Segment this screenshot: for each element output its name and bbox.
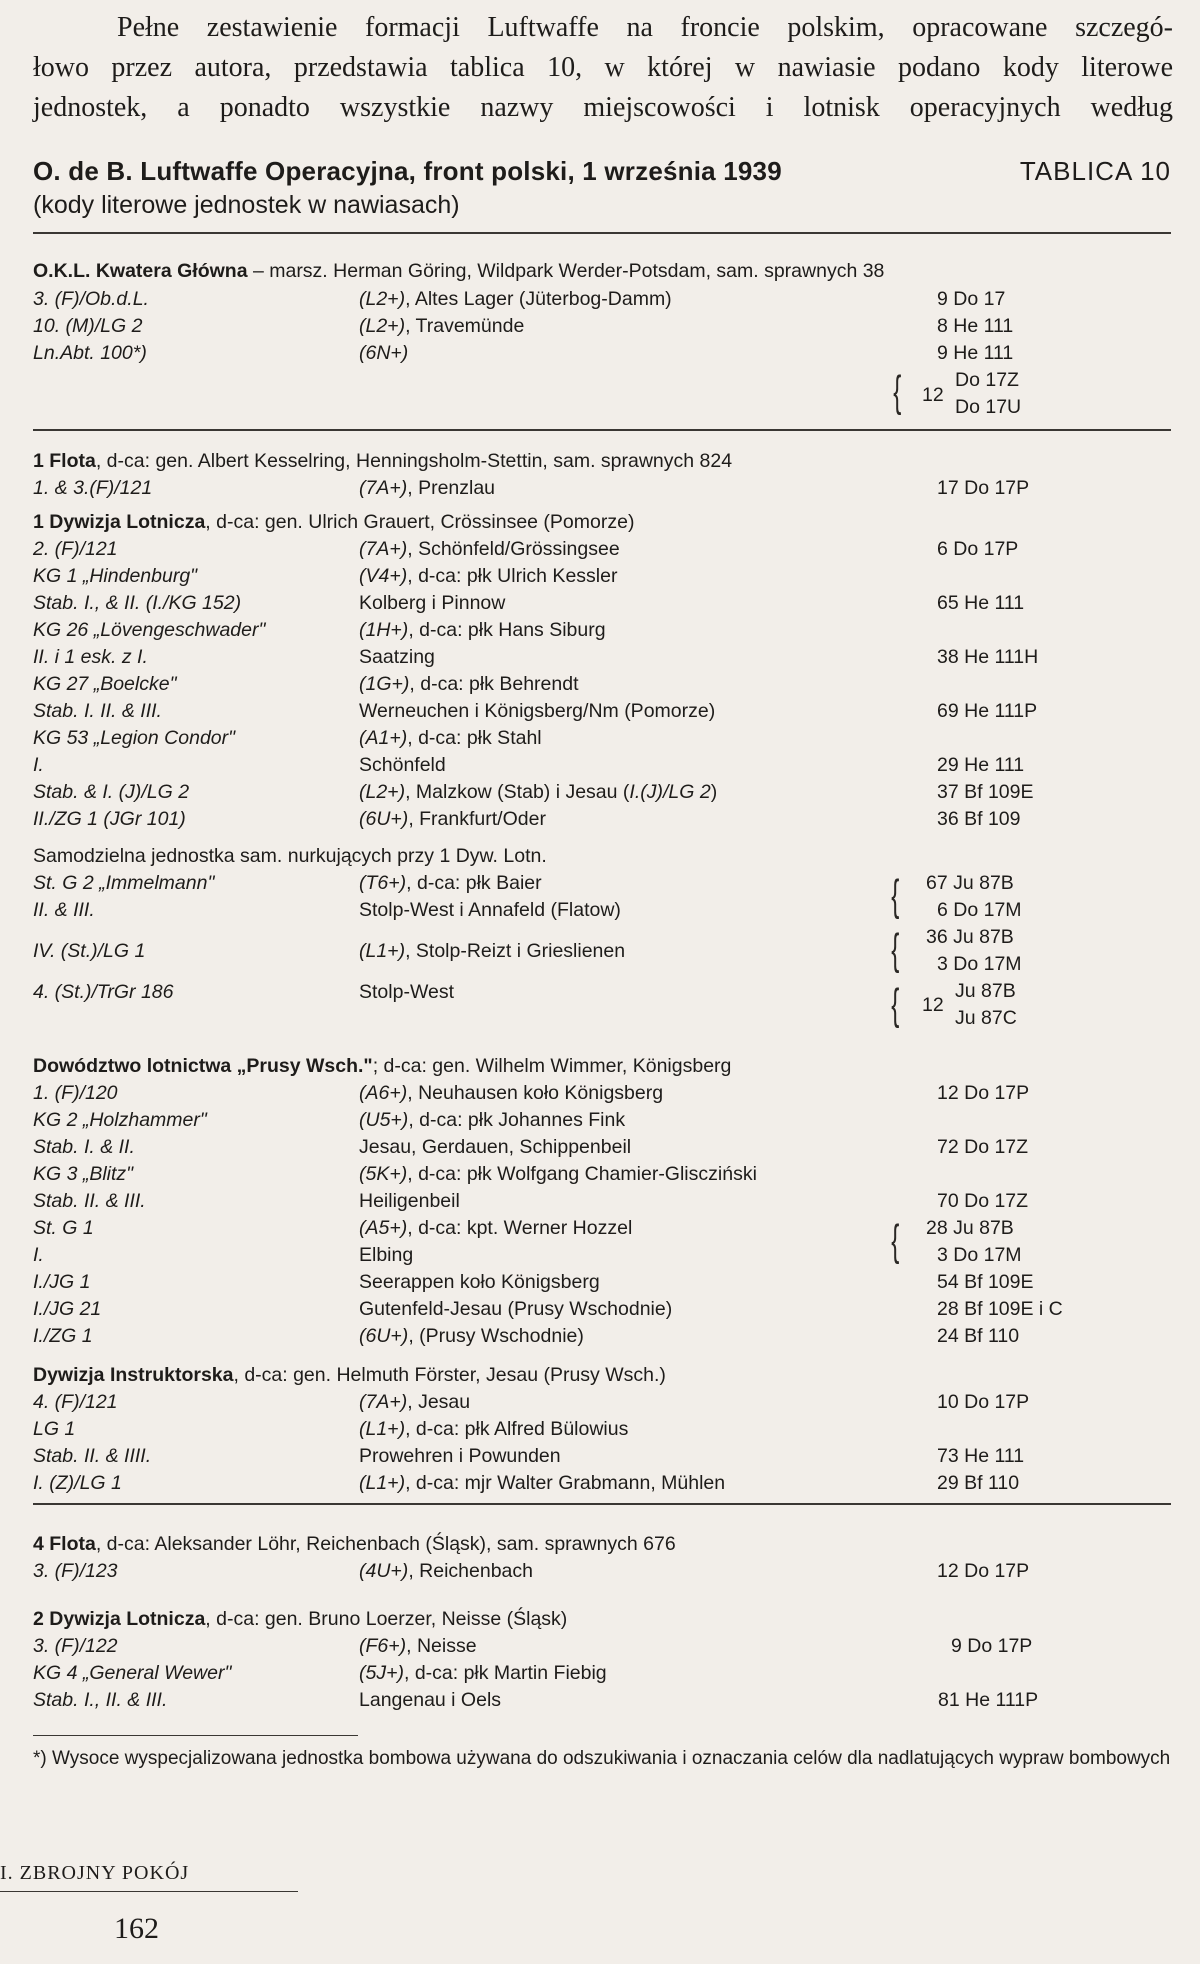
section-header-prusy: Dowództwo lotnictwa „Prusy Wsch."; d-ca: gen. Wilhelm Wimmer, Königsberg xyxy=(33,1055,732,1077)
table-row: 10. (M)/LG 2 (L2+), Travemünde 8 He 111 xyxy=(33,315,1014,337)
table-number: TABLICA 10 xyxy=(1019,156,1171,186)
table-row: KG 26 „Lövengeschwader" (1H+), d-ca: płk Hans Siburg xyxy=(33,619,606,641)
table-row: I. Elbing xyxy=(33,1244,414,1266)
section-header-dyw2: 2 Dywizja Lotnicza, d-ca: gen. Bruno Loerzer, Neisse (Śląsk) xyxy=(33,1608,568,1630)
table-row: I./JG 21 Gutenfeld-Jesau (Prusy Wschodnie) 28 Bf 109E i C xyxy=(33,1298,1063,1320)
brace-symbol: { xyxy=(891,1216,900,1265)
brace-item: 3 Do 17M xyxy=(937,1244,1022,1266)
brace-item: 28 Ju 87B xyxy=(926,1217,1014,1239)
section-header-dyw1: 1 Dywizja Lotnicza, d-ca: gen. Ulrich Grauert, Crössinsee (Pomorze) xyxy=(33,511,635,533)
section-rule xyxy=(33,1503,1171,1505)
table-row: IV. (St.)/LG 1 (L1+), Stolp-Reizt i Grieslienen xyxy=(33,940,626,962)
section-header-instr: Dywizja Instruktorska, d-ca: gen. Helmuth Förster, Jesau (Prusy Wsch.) xyxy=(33,1364,666,1386)
table-row: 3. (F)/122 (F6+), Neisse 9 Do 17P xyxy=(33,1635,1033,1657)
table-row: II./ZG 1 (JGr 101) (6U+), Frankfurt/Oder 36 Bf 109 xyxy=(33,808,1021,830)
section-header-flota4: 4 Flota, d-ca: Aleksander Löhr, Reichenbach (Śląsk), sam. sprawnych 676 xyxy=(33,1533,676,1555)
table-row: KG 2 „Holzhammer" (U5+), d-ca: płk Johannes Fink xyxy=(33,1109,626,1131)
brace-item: 67 Ju 87B xyxy=(926,872,1014,894)
brace-item: 3 Do 17M xyxy=(937,953,1022,975)
table-row: Ln.Abt. 100*) (6N+) 9 He 111 xyxy=(33,342,1014,364)
table-row: I./ZG 1 (6U+), (Prusy Wschodnie) 24 Bf 110 xyxy=(33,1325,1020,1347)
table-row: II. & III. Stolp-West i Annafeld (Flatow) xyxy=(33,899,621,921)
table-row: LG 1 (L1+), d-ca: płk Alfred Bülowius xyxy=(33,1418,629,1440)
section-header-flota1: 1 Flota, d-ca: gen. Albert Kesselring, Henningsholm-Stettin, sam. sprawnych 824 xyxy=(33,450,733,472)
footnote: *) Wysoce wyspecjalizowana jednostka bombowa używana do odszukiwania i oznaczania celów dla nadlatujących wypraw bombowych xyxy=(33,1748,1171,1769)
table-row: I./JG 1 Seerappen koło Königsberg 54 Bf 109E xyxy=(33,1271,1034,1293)
table-title: O. de B. Luftwaffe Operacyjna, front polski, 1 września 1939 xyxy=(33,156,782,186)
table-row: 1. (F)/120 (A6+), Neuhausen koło Königsberg 12 Do 17P xyxy=(33,1082,1030,1104)
brace-item: Ju 87C xyxy=(955,1007,1017,1029)
table-row: Stab. I. & II. Jesau, Gerdauen, Schippenbeil 72 Do 17Z xyxy=(33,1136,1029,1158)
section-rule xyxy=(33,429,1171,431)
table-row: Stab. I., & II. (I./KG 152) Kolberg i Pinnow 65 He 111 xyxy=(33,592,1025,614)
brace-count: 12 xyxy=(922,994,944,1016)
brace-item: 6 Do 17M xyxy=(937,899,1022,921)
section-header-okl: O.K.L. Kwatera Główna – marsz. Herman Göring, Wildpark Werder-Potsdam, sam. sprawnych 38 xyxy=(33,260,885,282)
intro-line: łowo przez autora, przedstawia tablica 10, w której w nawiasie podano kody literowe xyxy=(33,52,1173,83)
footnote-rule xyxy=(33,1735,358,1736)
brace-symbol: { xyxy=(893,367,902,416)
page-number: 162 xyxy=(114,1912,159,1945)
brace-symbol: { xyxy=(891,980,900,1029)
table-heading xyxy=(33,156,1171,220)
table-row: KG 3 „Blitz" (5K+), d-ca: płk Wolfgang Chamier-Gliscziński xyxy=(33,1163,757,1185)
table-row: I. Schönfeld 29 He 111 xyxy=(33,754,1025,776)
brace-symbol: { xyxy=(891,871,900,920)
table-row: KG 53 „Legion Condor" (A1+), d-ca: płk Stahl xyxy=(33,727,542,749)
brace-count: 12 xyxy=(922,384,944,406)
table-row: 4. (St.)/TrGr 186 Stolp-West xyxy=(33,981,455,1003)
table-row: 3. (F)/Ob.d.L. (L2+), Altes Lager (Jüterbog-Damm) 9 Do 17 xyxy=(33,288,1006,310)
brace-item: Do 17U xyxy=(955,396,1022,418)
table-row: I. (Z)/LG 1 (L1+), d-ca: mjr Walter Grabmann, Mühlen 29 Bf 110 xyxy=(33,1472,1020,1494)
brace-symbol: { xyxy=(891,925,900,974)
running-head: I. ZBROJNY POKÓJ xyxy=(0,1862,190,1884)
table-row: 4. (F)/121 (7A+), Jesau 10 Do 17P xyxy=(33,1391,1030,1413)
table-row: 2. (F)/121 (7A+), Schönfeld/Grössingsee 6 Do 17P xyxy=(33,538,1019,560)
table-row: 3. (F)/123 (4U+), Reichenbach 12 Do 17P xyxy=(33,1560,1030,1582)
table-row: 1. & 3.(F)/121 (7A+), Prenzlau 17 Do 17P xyxy=(33,477,1030,499)
table-row: Stab. I., II. & III. Langenau i Oels 81 He 111P xyxy=(33,1689,1039,1711)
brace-item: 36 Ju 87B xyxy=(926,926,1014,948)
table-row: KG 4 „General Wewer" (5J+), d-ca: płk Martin Fiebig xyxy=(33,1662,607,1684)
table-row: St. G 2 „Immelmann" (T6+), d-ca: płk Baier xyxy=(33,872,542,894)
table-row: Stab. & I. (J)/LG 2 (L2+), Malzkow (Stab) i Jesau (I.(J)/LG 2) 37 Bf 109E xyxy=(33,781,1034,803)
table-row: St. G 1 (A5+), d-ca: kpt. Werner Hozzel xyxy=(33,1217,633,1239)
section-note: Samodzielna jednostka sam. nurkujących przy 1 Dyw. Lotn. xyxy=(33,845,547,867)
table-row: II. i 1 esk. z I. Saatzing 38 He 111H xyxy=(33,646,1039,668)
table-row: Stab. II. & III. Heiligenbeil 70 Do 17Z xyxy=(33,1190,1029,1212)
brace-item: Ju 87B xyxy=(955,980,1016,1002)
table-top-rule xyxy=(33,232,1171,234)
intro-paragraph xyxy=(33,8,1173,128)
brace-item: Do 17Z xyxy=(955,369,1019,391)
running-head-rule xyxy=(0,1891,298,1892)
intro-line: jednostek, a ponadto wszystkie nazwy miejscowości i lotnisk operacyjnych według xyxy=(33,92,1173,123)
table-row: Stab. II. & IIII. Prowehren i Powunden 73 He 111 xyxy=(33,1445,1025,1467)
table-subtitle: (kody literowe jednostek w nawiasach) xyxy=(33,191,460,219)
table-row: KG 1 „Hindenburg" (V4+), d-ca: płk Ulrich Kessler xyxy=(33,565,618,587)
intro-line: Pełne zestawienie formacji Luftwaffe na froncie polskim, opracowane szczegó- xyxy=(117,12,1173,43)
table-row: Stab. I. II. & III. Werneuchen i Königsberg/Nm (Pomorze) 69 He 111P xyxy=(33,700,1038,722)
table-row: KG 27 „Boelcke" (1G+), d-ca: płk Behrendt xyxy=(33,673,579,695)
